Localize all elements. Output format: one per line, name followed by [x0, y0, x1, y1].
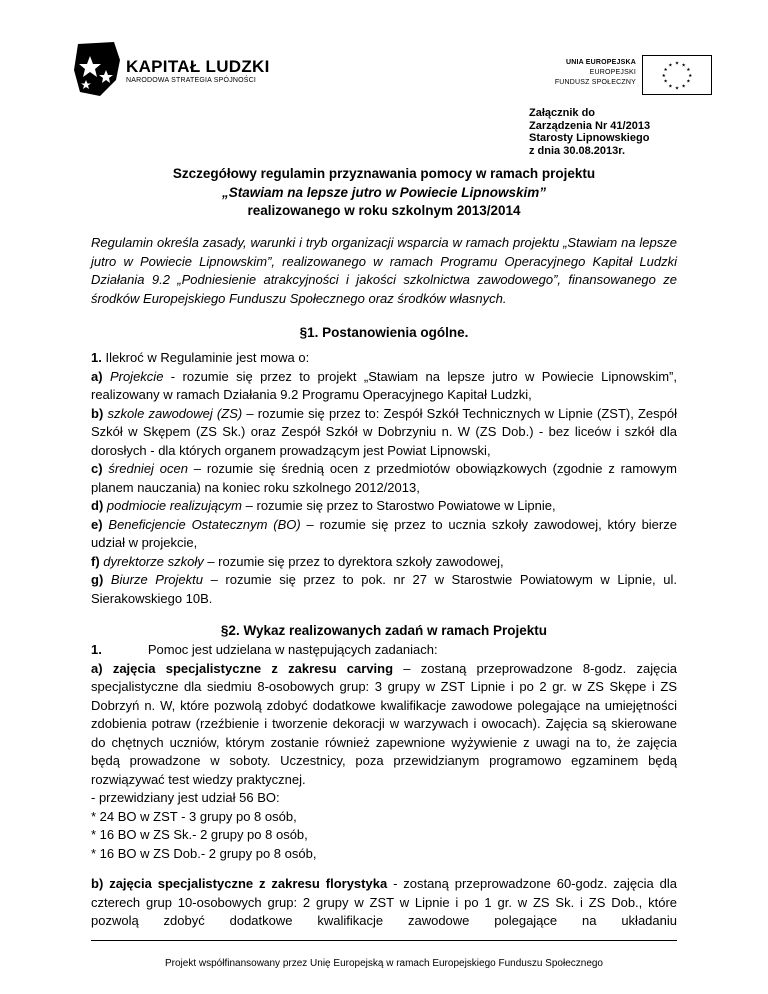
footer-divider [91, 940, 677, 941]
item-letter: g) [91, 572, 104, 587]
section-1-heading: §1. Postanowienia ogólne. [299, 325, 469, 340]
kapital-ludzki-logo [70, 40, 270, 100]
svg-text:★: ★ [663, 68, 668, 74]
svg-text:★: ★ [661, 73, 666, 79]
definition-item [91, 571, 677, 608]
task-title: zajęcia specjalistyczne z zakresu carving [112, 660, 394, 676]
annex-line-1: Załącznik do [529, 107, 596, 119]
lead-text: Ilekroć w Regulaminie jest mowa o: [101, 350, 310, 365]
list-item: * 16 BO w ZS Sk.- 2 grupy po 8 osób, [91, 827, 308, 842]
item-term: Beneficjencie Ostatecznym (BO) [108, 516, 301, 532]
task-title: zajęcia specjalistyczne z zakresu florystyka [109, 876, 388, 891]
task-item-b [91, 875, 677, 931]
logo-title: KAPITAŁ LUDZKI [126, 57, 270, 76]
task-text: - zostaną przeprowadzone 60-godz. zajęcia dla czterech grup 10-osobowych grup: 2 grupy w ZST w Lipnie i po 1 gr. w ZS Sk. i ZS Dob., które pozwolą zdobyć dodatkowe kwalifikacje zawodowe polegające na układaniu [91, 876, 677, 928]
eu-line-1: UNIA EUROPEJSKA [565, 59, 636, 66]
definition-item [91, 516, 677, 553]
item-text: – rozumie się przez to Starostwo Powiatowe w Lipnie, [242, 498, 556, 513]
svg-text:★: ★ [686, 79, 691, 85]
svg-text:★: ★ [688, 73, 693, 79]
svg-text:★: ★ [663, 79, 668, 85]
definition-item [91, 368, 677, 405]
annex-line-2: Zarządzenia Nr 41/2013 [529, 119, 651, 132]
list-item: * 16 BO w ZS Dob.- 2 grupy po 8 osób, [91, 845, 317, 861]
item-term: dyrektorze szkoły [103, 553, 204, 569]
svg-text:★: ★ [681, 63, 686, 69]
task-item-a [91, 660, 677, 790]
definition-item [91, 497, 677, 516]
item-term: średniej ocen [108, 461, 188, 476]
title-line-2: „Stawiam na lepsze jutro w Powiecie Lipnowskim” [221, 184, 547, 200]
item-letter: a) [91, 660, 103, 676]
item-term: Biurze Projektu [110, 572, 203, 587]
svg-text:★: ★ [668, 84, 673, 90]
item-letter: f) [91, 553, 100, 569]
annex-line-3: Starosty Lipnowskiego [529, 132, 650, 144]
svg-text:★: ★ [668, 63, 673, 69]
item-term: szkole zawodowej (ZS) [107, 405, 243, 421]
kapital-ludzki-emblem-icon [70, 40, 124, 98]
item-term: Projekcie [109, 368, 164, 384]
item-letter: c) [91, 461, 103, 476]
item-letter: d) [91, 498, 104, 513]
item-letter: b) [91, 405, 104, 421]
title-line-3: realizowanego w roku szkolnym 2013/2014 [247, 203, 521, 218]
svg-text:★: ★ [686, 68, 691, 74]
list-item: - przewidziany jest udział 56 BO: [91, 790, 280, 805]
item-text: – rozumie się przez to pok. nr 27 w Starostwie Powiatowym w Lipnie, ul. Sierakowskiego 10B. [91, 572, 677, 606]
item-term: podmiocie realizującym [106, 498, 243, 513]
definition-item [91, 460, 677, 497]
eu-line-2: EUROPEJSKI [589, 69, 636, 76]
definition-item [91, 553, 677, 572]
definition-item [91, 405, 677, 461]
item-text: – rozumie się przez to dyrektora szkoły zawodowej, [203, 553, 504, 569]
lead-number: 1. [91, 350, 102, 365]
eu-flag-icon [642, 55, 712, 95]
item-text: - rozumie się przez to projekt „Stawiam na lepsze jutro w Powiecie Lipnowskim”, realizowany w ramach Działania 9.2 Programu Operacyjnego Kapitał Ludzki, [91, 368, 677, 402]
list-item: * 24 BO w ZST - 3 grupy po 8 osób, [91, 808, 297, 824]
item-text: – rozumie się przez to ucznia szkoły zawodowej, który bierze udział w projekcie, [91, 516, 677, 550]
task-text: – zostaną przeprowadzone 8-godz. zajęcia specjalistyczne dla siedmiu 8-osobowych grup: 3 grupy w ZST Lipnie i po 2 gr. w ZS Skępe i ZS Dobrzyń n. W, które pozwolą zdobyć dodatkowe kwalifikacje zawodowe polegające na umiejętności zdobienia potraw (rzeźbienie i tworzenie dekoracji w warzywach i owocach). Zajęcia są skierowane do chętnych uczniów, którym zostanie również zapewnione wyżywienie z uwagi na to, że zajęcia będą prowadzone w soboty. Uczestnicy, poza przewidzianym programowo egzaminem będą rozwiązywać test wiedzy praktycznej. [91, 660, 677, 787]
eu-logo [542, 55, 712, 95]
title-line-1: Szczegółowy regulamin przyznawania pomocy w ramach projektu [172, 166, 596, 181]
svg-text:★: ★ [681, 84, 686, 90]
annex-line-4: z dnia 30.08.2013r. [529, 144, 626, 157]
item-text: – rozumie się średnią ocen z przedmiotów obowiązkowych (zgodnie z ramowym planem nauczania) na koniec roku szkolnego 2012/2013, [91, 461, 677, 495]
svg-text:★: ★ [674, 61, 680, 67]
document-title [0, 165, 768, 221]
item-letter: b) [91, 876, 104, 891]
item-text: – rozumie się przez to: Zespół Szkół Technicznych w Lipnie (ZST), Zespół Szkół w Skępem (ZS Sk.) oraz Zespół Szkół w Dobrzyniu n. W (ZS Dob.) - bez liceów i szkół dla dorosłych - dla których organem prowadzącym jest Powiat Lipnowski, [91, 405, 678, 458]
annex-note [529, 107, 650, 157]
section-1-body [91, 349, 677, 608]
section-1-lead [91, 349, 677, 368]
footer-text: Projekt współfinansowany przez Unię Europejską w ramach Europejskiego Funduszu Społecznego [164, 958, 603, 969]
item-letter: a) [91, 368, 103, 384]
section-2-lead [91, 641, 677, 660]
lead-number: 1. [91, 642, 102, 657]
lead-text: Pomoc jest udzielana w następujących zadaniach: [147, 642, 438, 657]
item-letter: e) [91, 516, 103, 532]
logo-subtitle: NARODOWA STRATEGIA SPÓJNOŚCI [126, 77, 257, 84]
eu-line-3: FUNDUSZ SPOŁECZNY [554, 79, 636, 86]
section-2-heading: §2. Wykaz realizowanych zadań w ramach Projektu [220, 623, 548, 638]
intro-paragraph: Regulamin określa zasady, warunki i tryb organizacji wsparcia w ramach projektu „Stawiam na lepsze jutro w Powiecie Lipnowskim”, realizowanego w ramach Programu Operacyjnego Kapitał Ludzki Działania 9.2 „Podniesienie atrakcyjności i jakości szkolnictwa zawodowego”, finansowanego ze środków Europejskiego Funduszu Społecznego oraz środków własnych. [91, 235, 677, 306]
section-2-body [91, 641, 677, 931]
svg-text:★: ★ [674, 86, 680, 92]
